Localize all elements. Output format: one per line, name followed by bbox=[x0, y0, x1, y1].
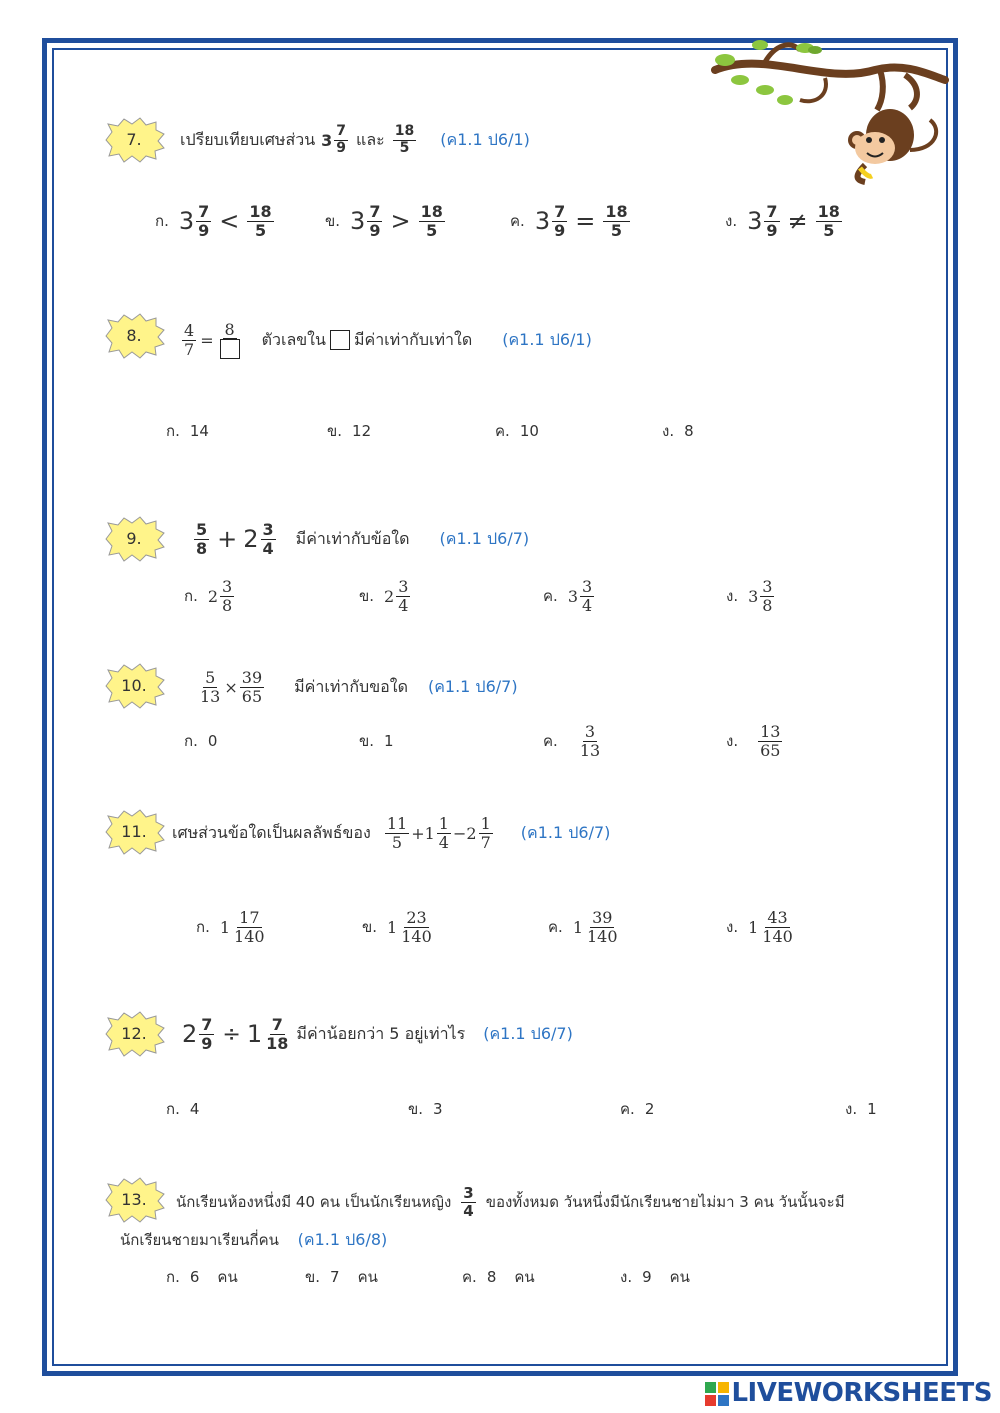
answer-option[interactable] bbox=[408, 1098, 443, 1120]
option-label: ก. bbox=[166, 1268, 180, 1286]
denominator: 7 bbox=[184, 339, 195, 359]
whole: 3 bbox=[567, 586, 578, 606]
q8-prompt-line bbox=[180, 314, 592, 366]
option-fraction bbox=[396, 578, 410, 614]
question-badge bbox=[102, 1176, 166, 1224]
option-fraction bbox=[247, 203, 273, 239]
whole: 2 bbox=[466, 823, 477, 843]
denominator: 13 bbox=[579, 740, 601, 760]
denominator: 4 bbox=[463, 1201, 474, 1220]
q10-prompt-line bbox=[196, 660, 518, 714]
numerator: 5 bbox=[196, 519, 208, 539]
question-badge bbox=[102, 312, 166, 360]
answer-option[interactable] bbox=[726, 716, 784, 766]
monkey-branch-illustration bbox=[705, 40, 950, 190]
numerator: 3 bbox=[584, 721, 596, 741]
answer-option[interactable] bbox=[620, 1098, 654, 1120]
question-badge bbox=[102, 662, 166, 710]
numerator: 11 bbox=[386, 813, 408, 833]
numerator: 18 bbox=[817, 201, 840, 221]
q13-prompt-line bbox=[176, 1176, 845, 1228]
denominator: 8 bbox=[196, 538, 208, 558]
answer-option[interactable] bbox=[327, 420, 371, 442]
denominator: 140 bbox=[401, 926, 432, 946]
logo-text: LIVEWORKSHEETS bbox=[731, 1378, 992, 1408]
question-number: 10. bbox=[121, 676, 147, 695]
option-label: ข. bbox=[408, 1100, 424, 1118]
numerator: 43 bbox=[767, 907, 788, 927]
option-value: 6 bbox=[189, 1268, 200, 1286]
numerator: 7 bbox=[198, 201, 210, 221]
option-label: ก. bbox=[155, 212, 169, 230]
denominator: 5 bbox=[254, 220, 267, 240]
q7-prompt-line bbox=[180, 120, 530, 160]
q12-div: ÷ bbox=[222, 1021, 241, 1047]
whole: 3 bbox=[747, 207, 763, 235]
option-fraction bbox=[580, 578, 594, 614]
option-expr bbox=[747, 203, 844, 239]
numerator: 3 bbox=[463, 1184, 474, 1202]
numerator: 23 bbox=[406, 907, 427, 927]
option-value: 7 bbox=[330, 1268, 340, 1286]
denominator: 4 bbox=[262, 538, 274, 558]
q11-ref: (ค1.1 ป6/7) bbox=[520, 822, 611, 842]
denominator: 65 bbox=[760, 740, 781, 760]
numerator: 17 bbox=[239, 907, 260, 927]
answer-option[interactable] bbox=[543, 572, 596, 620]
numerator: 1 bbox=[438, 813, 449, 833]
q8-frac1 bbox=[182, 322, 196, 358]
plus-sign: + bbox=[411, 823, 425, 843]
liveworksheets-logo bbox=[705, 1378, 992, 1408]
q13-prompt-line2 bbox=[120, 1228, 387, 1253]
q11-frac2 bbox=[437, 815, 451, 851]
numerator: 13 bbox=[760, 721, 781, 741]
denominator: 5 bbox=[426, 220, 438, 240]
q7-prompt: เปรียบเทียบเศษส่วน bbox=[180, 129, 316, 149]
q11-prompt-line bbox=[172, 806, 610, 860]
q10-frac2 bbox=[240, 669, 264, 705]
q8-prompt: ตัวเลขใน bbox=[261, 329, 326, 349]
q9-prompt-line bbox=[192, 512, 529, 566]
question-number: 12. bbox=[121, 1024, 147, 1043]
option-label: ง. bbox=[726, 732, 739, 750]
option-expr bbox=[387, 909, 436, 945]
q13-prompt-a: นักเรียนห้องหนึ่งมี 40 คน เป็นนักเรียนหญิง bbox=[176, 1193, 452, 1211]
denominator: 9 bbox=[369, 220, 381, 240]
option-label: ง. bbox=[620, 1268, 633, 1286]
option-label: ค. bbox=[543, 732, 558, 750]
denominator: 140 bbox=[587, 926, 618, 946]
option-value: 8 bbox=[684, 422, 694, 440]
question-number: 7. bbox=[126, 130, 142, 149]
question-number: 11. bbox=[121, 822, 147, 841]
option-expr bbox=[384, 578, 412, 614]
q9-prompt: มีค่าเท่ากับข้อใด bbox=[295, 528, 410, 548]
numerator: 39 bbox=[592, 907, 613, 927]
numerator: 5 bbox=[205, 667, 216, 687]
question-number: 13. bbox=[121, 1190, 147, 1209]
option-unit: คน bbox=[357, 1268, 378, 1286]
answer-option[interactable] bbox=[362, 902, 436, 952]
answer-option[interactable] bbox=[495, 420, 539, 442]
option-fraction bbox=[603, 203, 629, 239]
option-label: ข. bbox=[327, 422, 343, 440]
q7-expr-frac1 bbox=[334, 124, 348, 156]
denominator: 140 bbox=[234, 926, 265, 946]
q7-expr-frac2 bbox=[393, 124, 416, 156]
whole: 3 bbox=[534, 207, 551, 235]
answer-option[interactable] bbox=[184, 572, 236, 620]
denominator: 65 bbox=[241, 686, 263, 706]
q12-frac1 bbox=[199, 1016, 214, 1052]
numerator: 1 bbox=[480, 813, 491, 833]
answer-option[interactable] bbox=[726, 572, 776, 620]
numerator: 3 bbox=[398, 576, 409, 596]
option-label: ค. bbox=[620, 1100, 635, 1118]
numerator: 7 bbox=[336, 123, 347, 140]
q8-prompt2: มีค่าเท่ากับเท่าใด bbox=[353, 329, 473, 349]
operator: > bbox=[390, 207, 411, 235]
q13-prompt-b: ของทั้งหมด วันหนึ่งมีนักเรียนชายไม่มา 3 คน วันนั้นจะมี bbox=[485, 1193, 845, 1211]
q10-frac1 bbox=[198, 669, 222, 705]
option-label: ค. bbox=[543, 587, 558, 605]
option-value: 2 bbox=[644, 1100, 655, 1118]
question-badge bbox=[102, 1010, 166, 1058]
option-label: ค. bbox=[510, 212, 525, 230]
q12-ref: (ค1.1 ป6/7) bbox=[483, 1023, 573, 1043]
answer-option[interactable] bbox=[184, 716, 217, 766]
numerator: 8 bbox=[224, 319, 235, 339]
q11-frac1 bbox=[385, 815, 409, 851]
numerator: 3 bbox=[222, 576, 233, 596]
q13-prompt-c: นักเรียนชายมาเรียนกี่คน bbox=[120, 1231, 279, 1249]
q9-whole: 2 bbox=[243, 525, 259, 553]
numerator: 18 bbox=[605, 201, 628, 221]
question-number: 8. bbox=[126, 326, 142, 345]
whole: 2 bbox=[384, 586, 395, 606]
option-fraction bbox=[196, 203, 211, 239]
option-value: 0 bbox=[207, 732, 218, 750]
option-expr bbox=[220, 909, 269, 945]
numerator: 7 bbox=[201, 1014, 213, 1034]
denominator: 18 bbox=[266, 1033, 289, 1053]
denominator: 4 bbox=[438, 832, 449, 852]
answer-option[interactable] bbox=[166, 420, 209, 442]
operator: < bbox=[219, 207, 240, 235]
option-value: 14 bbox=[189, 422, 209, 440]
option-label: ก. bbox=[184, 732, 198, 750]
answer-option[interactable] bbox=[325, 196, 447, 246]
answer-option[interactable] bbox=[155, 196, 276, 246]
answer-option[interactable] bbox=[726, 902, 797, 952]
option-fraction bbox=[585, 909, 620, 945]
option-unit: คน bbox=[217, 1268, 238, 1286]
option-fraction bbox=[760, 578, 774, 614]
answer-option[interactable] bbox=[305, 1266, 378, 1288]
option-label: ข. bbox=[359, 587, 375, 605]
denominator: 5 bbox=[823, 220, 835, 240]
answer-option[interactable] bbox=[359, 716, 394, 766]
answer-option[interactable] bbox=[166, 1266, 238, 1288]
q8-eq: = bbox=[200, 330, 214, 350]
option-expr bbox=[756, 723, 784, 759]
q8-frac2 bbox=[218, 321, 242, 360]
q8-ref: (ค1.1 ป6/1) bbox=[502, 329, 592, 349]
q9-plus: + bbox=[217, 525, 238, 553]
option-expr bbox=[535, 203, 632, 239]
denominator: 9 bbox=[198, 220, 210, 240]
answer-option[interactable] bbox=[543, 716, 604, 766]
whole: 1 bbox=[387, 917, 398, 937]
denominator: 9 bbox=[201, 1033, 213, 1053]
option-fraction bbox=[220, 578, 234, 614]
option-fraction bbox=[764, 203, 779, 239]
option-label: ข. bbox=[325, 212, 341, 230]
option-expr bbox=[350, 203, 447, 239]
option-value: 1 bbox=[384, 732, 394, 750]
whole: 1 bbox=[572, 917, 583, 937]
option-label: ง. bbox=[726, 587, 739, 605]
denominator: 4 bbox=[582, 595, 593, 615]
denominator: 13 bbox=[200, 686, 221, 706]
denominator: 7 bbox=[480, 832, 491, 852]
option-label: ข. bbox=[362, 918, 378, 936]
operator: = bbox=[575, 207, 596, 235]
option-label: ง. bbox=[726, 918, 739, 936]
option-fraction bbox=[367, 203, 382, 239]
q12-w2: 1 bbox=[246, 1020, 263, 1048]
option-fraction bbox=[760, 909, 795, 945]
answer-option[interactable] bbox=[725, 196, 844, 246]
numerator: 7 bbox=[369, 201, 381, 221]
option-expr bbox=[576, 723, 604, 759]
q13-ref: (ค1.1 ป6/8) bbox=[297, 1230, 388, 1249]
q11-prompt: เศษส่วนข้อใดเป็นผลลัพธ์ของ bbox=[172, 822, 371, 842]
numerator: 18 bbox=[394, 123, 415, 140]
q7-ref: (ค1.1 ป6/1) bbox=[440, 129, 530, 149]
option-label: ค. bbox=[462, 1268, 477, 1286]
numerator: 39 bbox=[241, 667, 263, 687]
q12-prompt: มีค่าน้อยกว่า 5 อยู่เท่าไร bbox=[296, 1023, 466, 1043]
answer-option[interactable] bbox=[845, 1098, 877, 1120]
whole: 1 bbox=[219, 917, 231, 937]
whole: 1 bbox=[424, 823, 435, 843]
option-expr bbox=[573, 909, 622, 945]
option-fraction bbox=[816, 203, 842, 239]
q7-expr-whole: 3 bbox=[321, 130, 333, 150]
q12-frac2 bbox=[264, 1016, 290, 1052]
option-label: ก. bbox=[184, 587, 198, 605]
denominator: 5 bbox=[399, 139, 410, 156]
answer-option[interactable] bbox=[359, 572, 412, 620]
option-label: ข. bbox=[305, 1268, 321, 1286]
q9-frac1 bbox=[194, 521, 209, 557]
option-value: 4 bbox=[189, 1100, 200, 1118]
numerator: 3 bbox=[762, 576, 773, 596]
option-label: ค. bbox=[495, 422, 510, 440]
option-fraction bbox=[399, 909, 434, 945]
denominator: 140 bbox=[762, 926, 793, 946]
option-expr bbox=[179, 203, 276, 239]
option-label: ข. bbox=[359, 732, 375, 750]
denominator: 9 bbox=[336, 139, 347, 156]
option-fraction bbox=[419, 203, 445, 239]
option-value: 9 bbox=[642, 1268, 652, 1286]
option-expr bbox=[748, 909, 797, 945]
denominator: 5 bbox=[391, 832, 403, 852]
q11-frac3 bbox=[479, 815, 493, 851]
option-value: 10 bbox=[519, 422, 539, 440]
option-fraction bbox=[552, 203, 567, 239]
numerator: 3 bbox=[582, 576, 593, 596]
q7-and: และ bbox=[356, 129, 385, 149]
logo-icon bbox=[705, 1382, 729, 1406]
whole: 3 bbox=[178, 207, 195, 235]
option-value: 3 bbox=[433, 1100, 443, 1118]
q9-ref: (ค1.1 ป6/7) bbox=[439, 528, 530, 548]
question-badge bbox=[102, 808, 166, 856]
whole: 3 bbox=[350, 207, 366, 235]
option-expr bbox=[208, 578, 236, 614]
question-number: 9. bbox=[126, 529, 142, 548]
numerator: 7 bbox=[271, 1014, 283, 1034]
question-badge bbox=[102, 515, 166, 563]
q13-frac bbox=[461, 1185, 475, 1219]
whole: 1 bbox=[748, 917, 759, 937]
option-label: ง. bbox=[662, 422, 675, 440]
q12-w1: 2 bbox=[182, 1020, 198, 1048]
question-badge bbox=[102, 116, 166, 164]
numerator: 3 bbox=[262, 519, 274, 539]
denominator bbox=[218, 339, 242, 359]
q10-prompt: มีค่าเท่ากับขอใด bbox=[294, 676, 408, 696]
numerator: 7 bbox=[554, 201, 566, 221]
answer-box bbox=[220, 339, 240, 359]
option-label: ง. bbox=[725, 212, 738, 230]
option-expr bbox=[568, 578, 596, 614]
answer-option[interactable] bbox=[662, 420, 694, 442]
option-label: ค. bbox=[548, 918, 563, 936]
numerator: 4 bbox=[184, 320, 195, 340]
option-label: ง. bbox=[845, 1100, 858, 1118]
option-value: 1 bbox=[867, 1100, 877, 1118]
q9-frac2 bbox=[261, 521, 276, 557]
numerator: 18 bbox=[420, 201, 443, 221]
answer-option[interactable] bbox=[510, 196, 632, 246]
minus-sign: − bbox=[452, 823, 467, 843]
numerator: 7 bbox=[766, 201, 778, 221]
denominator: 8 bbox=[762, 595, 773, 615]
answer-option[interactable] bbox=[196, 902, 269, 952]
numerator: 18 bbox=[249, 201, 272, 221]
operator: ≠ bbox=[787, 207, 808, 235]
option-label: ก. bbox=[196, 918, 210, 936]
q10-ref: (ค1.1 ป6/7) bbox=[427, 676, 518, 696]
option-fraction bbox=[758, 723, 782, 759]
denominator: 8 bbox=[222, 595, 233, 615]
answer-option[interactable] bbox=[166, 1098, 199, 1120]
option-value: 8 bbox=[486, 1268, 497, 1286]
answer-option[interactable] bbox=[620, 1266, 690, 1288]
q12-prompt-line bbox=[182, 1006, 573, 1062]
answer-option[interactable] bbox=[548, 902, 622, 952]
option-unit: คน bbox=[514, 1268, 535, 1286]
answer-box-icon bbox=[330, 330, 350, 350]
option-label: ก. bbox=[166, 422, 180, 440]
option-fraction bbox=[232, 909, 267, 945]
denominator: 4 bbox=[398, 595, 409, 615]
whole: 2 bbox=[207, 586, 219, 606]
option-unit: คน bbox=[669, 1268, 690, 1286]
option-fraction bbox=[578, 723, 602, 759]
denominator: 5 bbox=[610, 220, 623, 240]
q11-expr bbox=[383, 815, 495, 851]
denominator: 9 bbox=[554, 220, 566, 240]
option-label: ก. bbox=[166, 1100, 180, 1118]
q10-times: × bbox=[224, 677, 238, 697]
option-expr bbox=[748, 578, 776, 614]
answer-option[interactable] bbox=[462, 1266, 535, 1288]
whole: 3 bbox=[748, 586, 759, 606]
option-value: 12 bbox=[352, 422, 372, 440]
denominator: 9 bbox=[766, 220, 778, 240]
